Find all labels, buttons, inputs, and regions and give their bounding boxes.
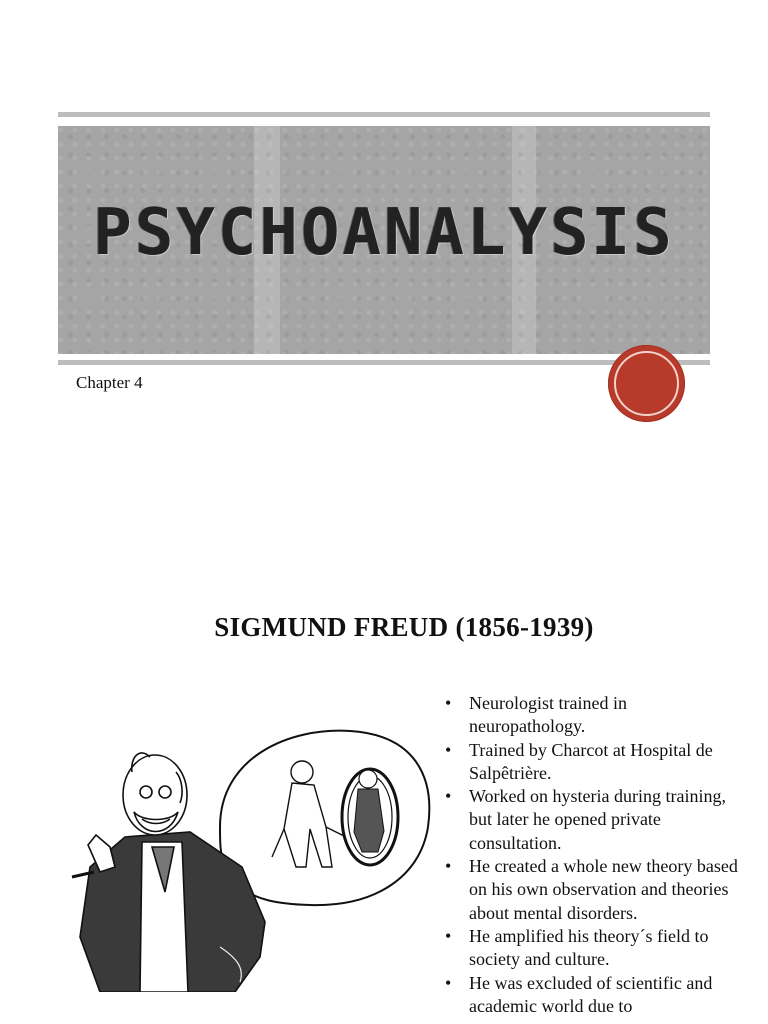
list-item: • He amplified his theory´s field to society and culture. [442,925,742,972]
mirror-icon [342,769,398,865]
list-item: • He created a whole new theory based on his own observation and theories about mental disorders. [442,855,742,925]
slide-heading: SIGMUND FREUD (1856-1939) [214,612,594,642]
red-circle-emblem [608,345,685,422]
freud-illustration [70,717,435,992]
emblem-ring [614,351,679,416]
list-item: • Neurologist trained in neuropathology. [442,692,742,739]
freud-slide [0,512,768,1024]
slide-title: PSYCHOANALYSIS [93,196,675,270]
slide-subtitle: Chapter 4 [76,373,143,392]
list-item: • Worked on hysteria during training, but later he opened private consultation. [442,785,742,855]
list-item: • He was excluded of scientific and academic world due to [442,972,742,1019]
title-banner [58,126,710,354]
list-item: • Trained by Charcot at Hospital de Salpêtrière. [442,739,742,786]
banner-top-line [58,112,710,117]
bullet-list [442,692,742,1018]
